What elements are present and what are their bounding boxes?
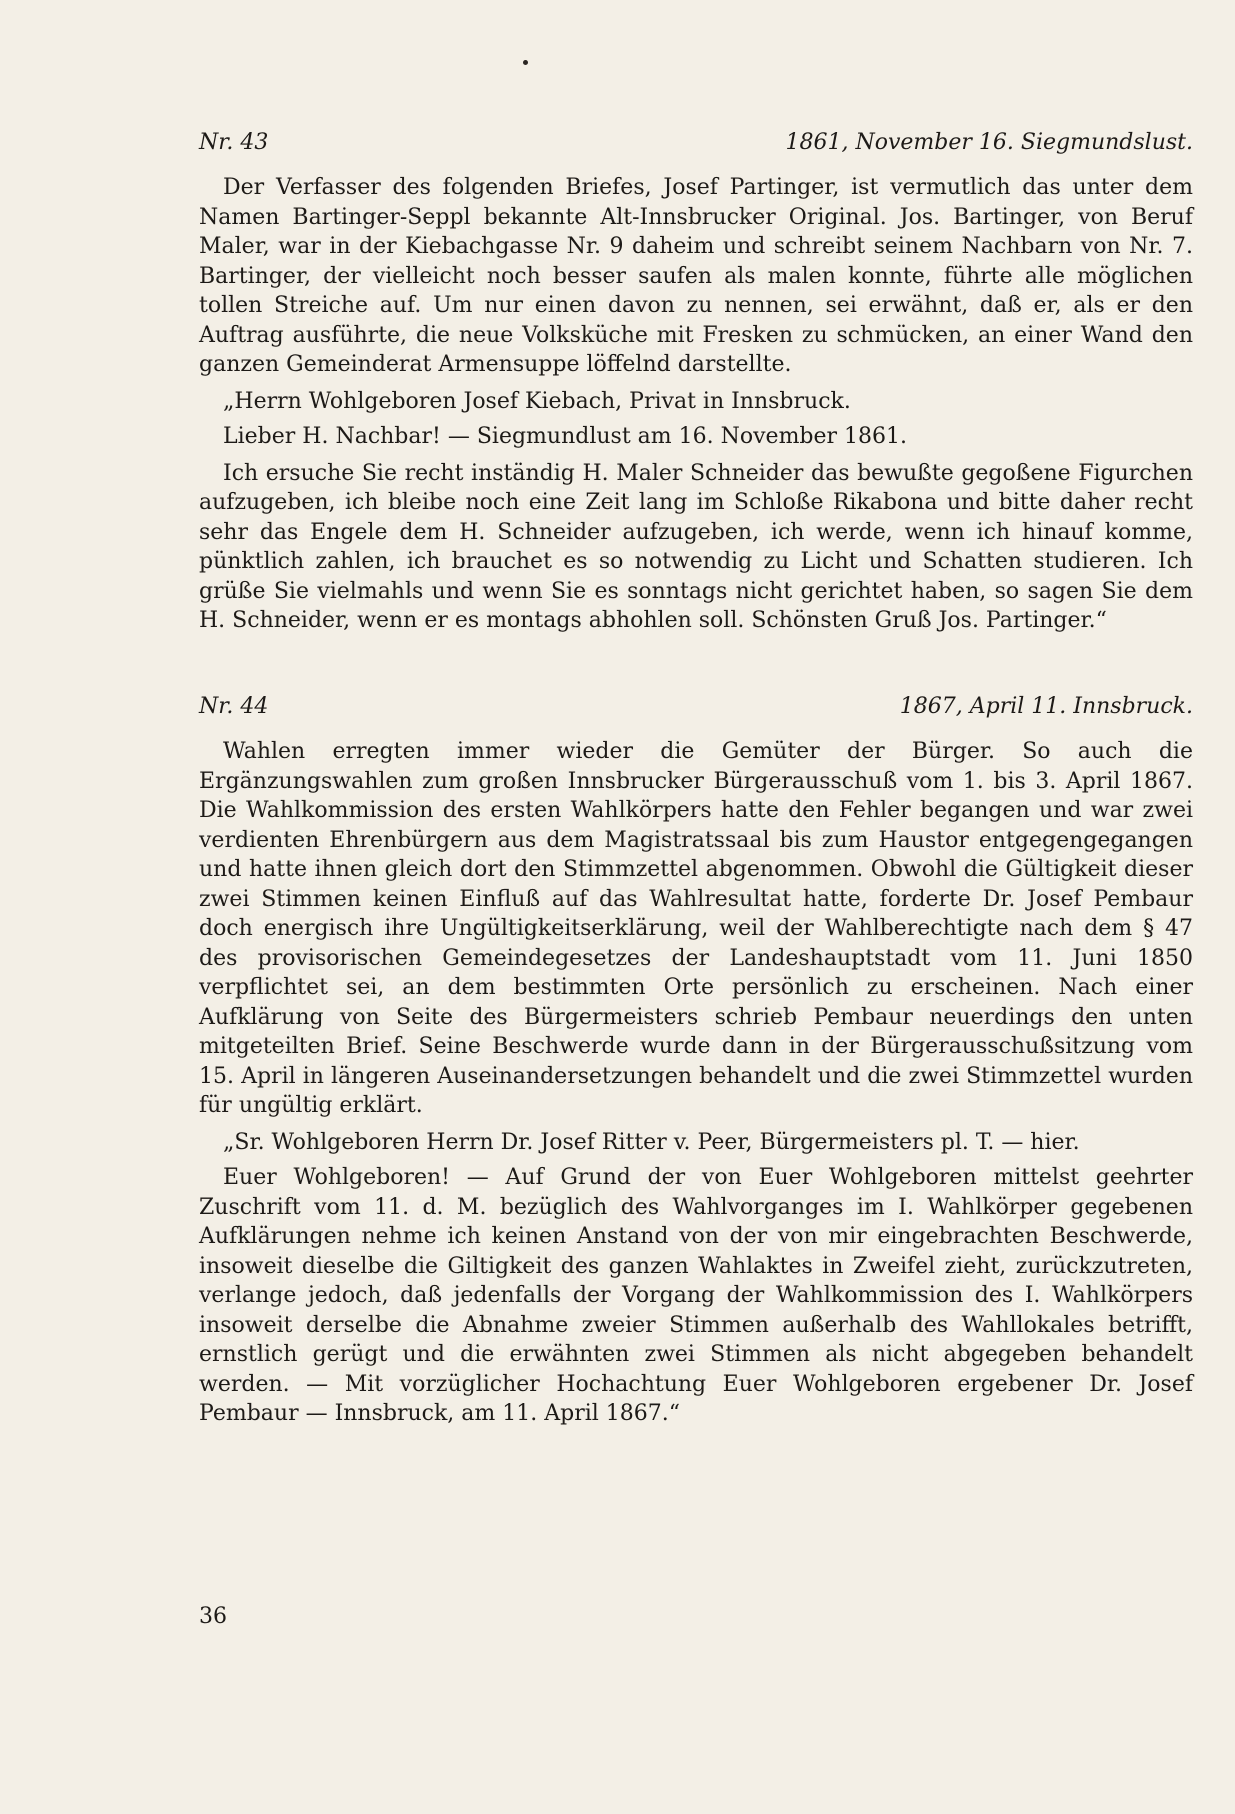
entry-dateline: 1861, November 16. Siegmundslust. [785, 130, 1193, 155]
editorial-introduction: Wahlen erregten immer wieder die Gemüter der Bürger. So auch die Ergänzungswahlen zum großen Innsbrucker Bürgerausschuß vom 1. bis 3. April 1867. Die Wahlkommission des ersten Wahlkörpers hatte den Fehler begangen und war zwei verdienten Ehrenbürgern aus dem Magistratssaal bis zum Haustor entgegengegangen und hatte ihnen gleich dort den Stimmzettel abgenommen. Obwohl die Gültigkeit dieser zwei Stimmen keinen Einfluß auf das Wahlresultat hatte, forderte Dr. Josef Pembaur doch energisch ihre Ungültigkeitserklärung, weil der Wahlberechtigte nach dem § 47 des provisorischen Gemeindegesetzes der Landeshauptstadt vom 11. Juni 1850 verpflichtet sei, an dem bestimmten Orte persönlich zu erscheinen. Nach einer Aufklärung von Seite des Bürgermeisters schrieb Pembaur neuerdings den unten mitgeteilten Brief. Seine Beschwerde wurde dann in der Bürgerausschußsitzung vom 15. April in längeren Auseinandersetzungen behandelt und die zwei Stimmzettel wurden für ungültig erklärt. [199, 739, 1193, 1118]
entry-number: Nr. 44 [199, 694, 269, 719]
ink-speck [523, 60, 528, 65]
page-number: 36 [199, 1604, 227, 1629]
entry-header [199, 129, 1193, 157]
entry-number: Nr. 43 [199, 130, 269, 155]
entry-nr-43 [199, 129, 1193, 636]
letter-address: „Herrn Wohlgeboren Josef Kiebach, Privat in Innsbruck. [223, 388, 851, 414]
letter-address: „Sr. Wohlgeboren Herrn Dr. Josef Ritter v. Peer, Bürgermeisters pl. T. — hier. [223, 1129, 1080, 1155]
entry-header [199, 693, 1193, 721]
letter-salutation: Lieber H. Nachbar! — Siegmundlust am 16. November 1861. [223, 424, 908, 449]
letter-text: Ich ersuche Sie recht inständig H. Maler Schneider das bewußte gegoßene Figurchen aufzugeben, ich bleibe noch eine Zeit lang im Schloße Rikabona und bitte daher recht sehr das Engele dem H. Schneider aufzugeben, ich werde, wenn ich hinauf komme, pünktlich zahlen, ich brauchet es so notwendig zu Licht und Schatten studieren. Ich grüße Sie vielmahls und wenn Sie es sonntags nicht gerichtet haben, so sagen Sie dem H. Schneider, wenn er es montags abhohlen soll. Schönsten Gruß Jos. Partinger.“ [199, 460, 1193, 633]
entry-nr-44 [199, 693, 1193, 1429]
letter-text: Euer Wohlgeboren! — Auf Grund der von Euer Wohlgeboren mittelst geehrter Zuschrift vom 11. d. M. bezüglich des Wahlvorganges im I. Wahlkörper gegebenen Aufklärungen nehme ich keinen Anstand von der von mir eingebrachten Beschwerde, insoweit dieselbe die Giltigkeit des ganzen Wahlaktes in Zweifel zieht, zurückzutreten, verlange jedoch, daß jedenfalls der Vorgang der Wahlkommission des I. Wahlkörpers insoweit derselbe die Abnahme zweier Stimmen außerhalb des Wahllokales betrifft, ernstlich gerügt und die erwähnten zwei Stimmen als nicht abgegeben behandelt werden. — Mit vorzüglicher Hochachtung Euer Wohlgeboren ergebener Dr. Josef Pembaur — Innsbruck, am 11. April 1867.“ [199, 1165, 1193, 1426]
entry-dateline: 1867, April 11. Innsbruck. [899, 694, 1193, 719]
editorial-introduction: Der Verfasser des folgenden Briefes, Josef Partinger, ist vermutlich das unter dem Namen Bartinger-Seppl bekannte Alt-Innsbrucker Original. Jos. Bartinger, von Beruf Maler, war in der Kiebachgasse Nr. 9 daheim und schreibt seinem Nachbarn von Nr. 7. Bartinger, der vielleicht noch besser saufen als malen konnte, führte alle möglichen tollen Streiche auf. Um nur einen davon zu nennen, sei erwähnt, daß er, als er den Auftrag ausführte, die neue Volksküche mit Fresken zu schmücken, an einer Wand den ganzen Gemeinderat Armensuppe löffelnd darstellte. [199, 175, 1193, 377]
